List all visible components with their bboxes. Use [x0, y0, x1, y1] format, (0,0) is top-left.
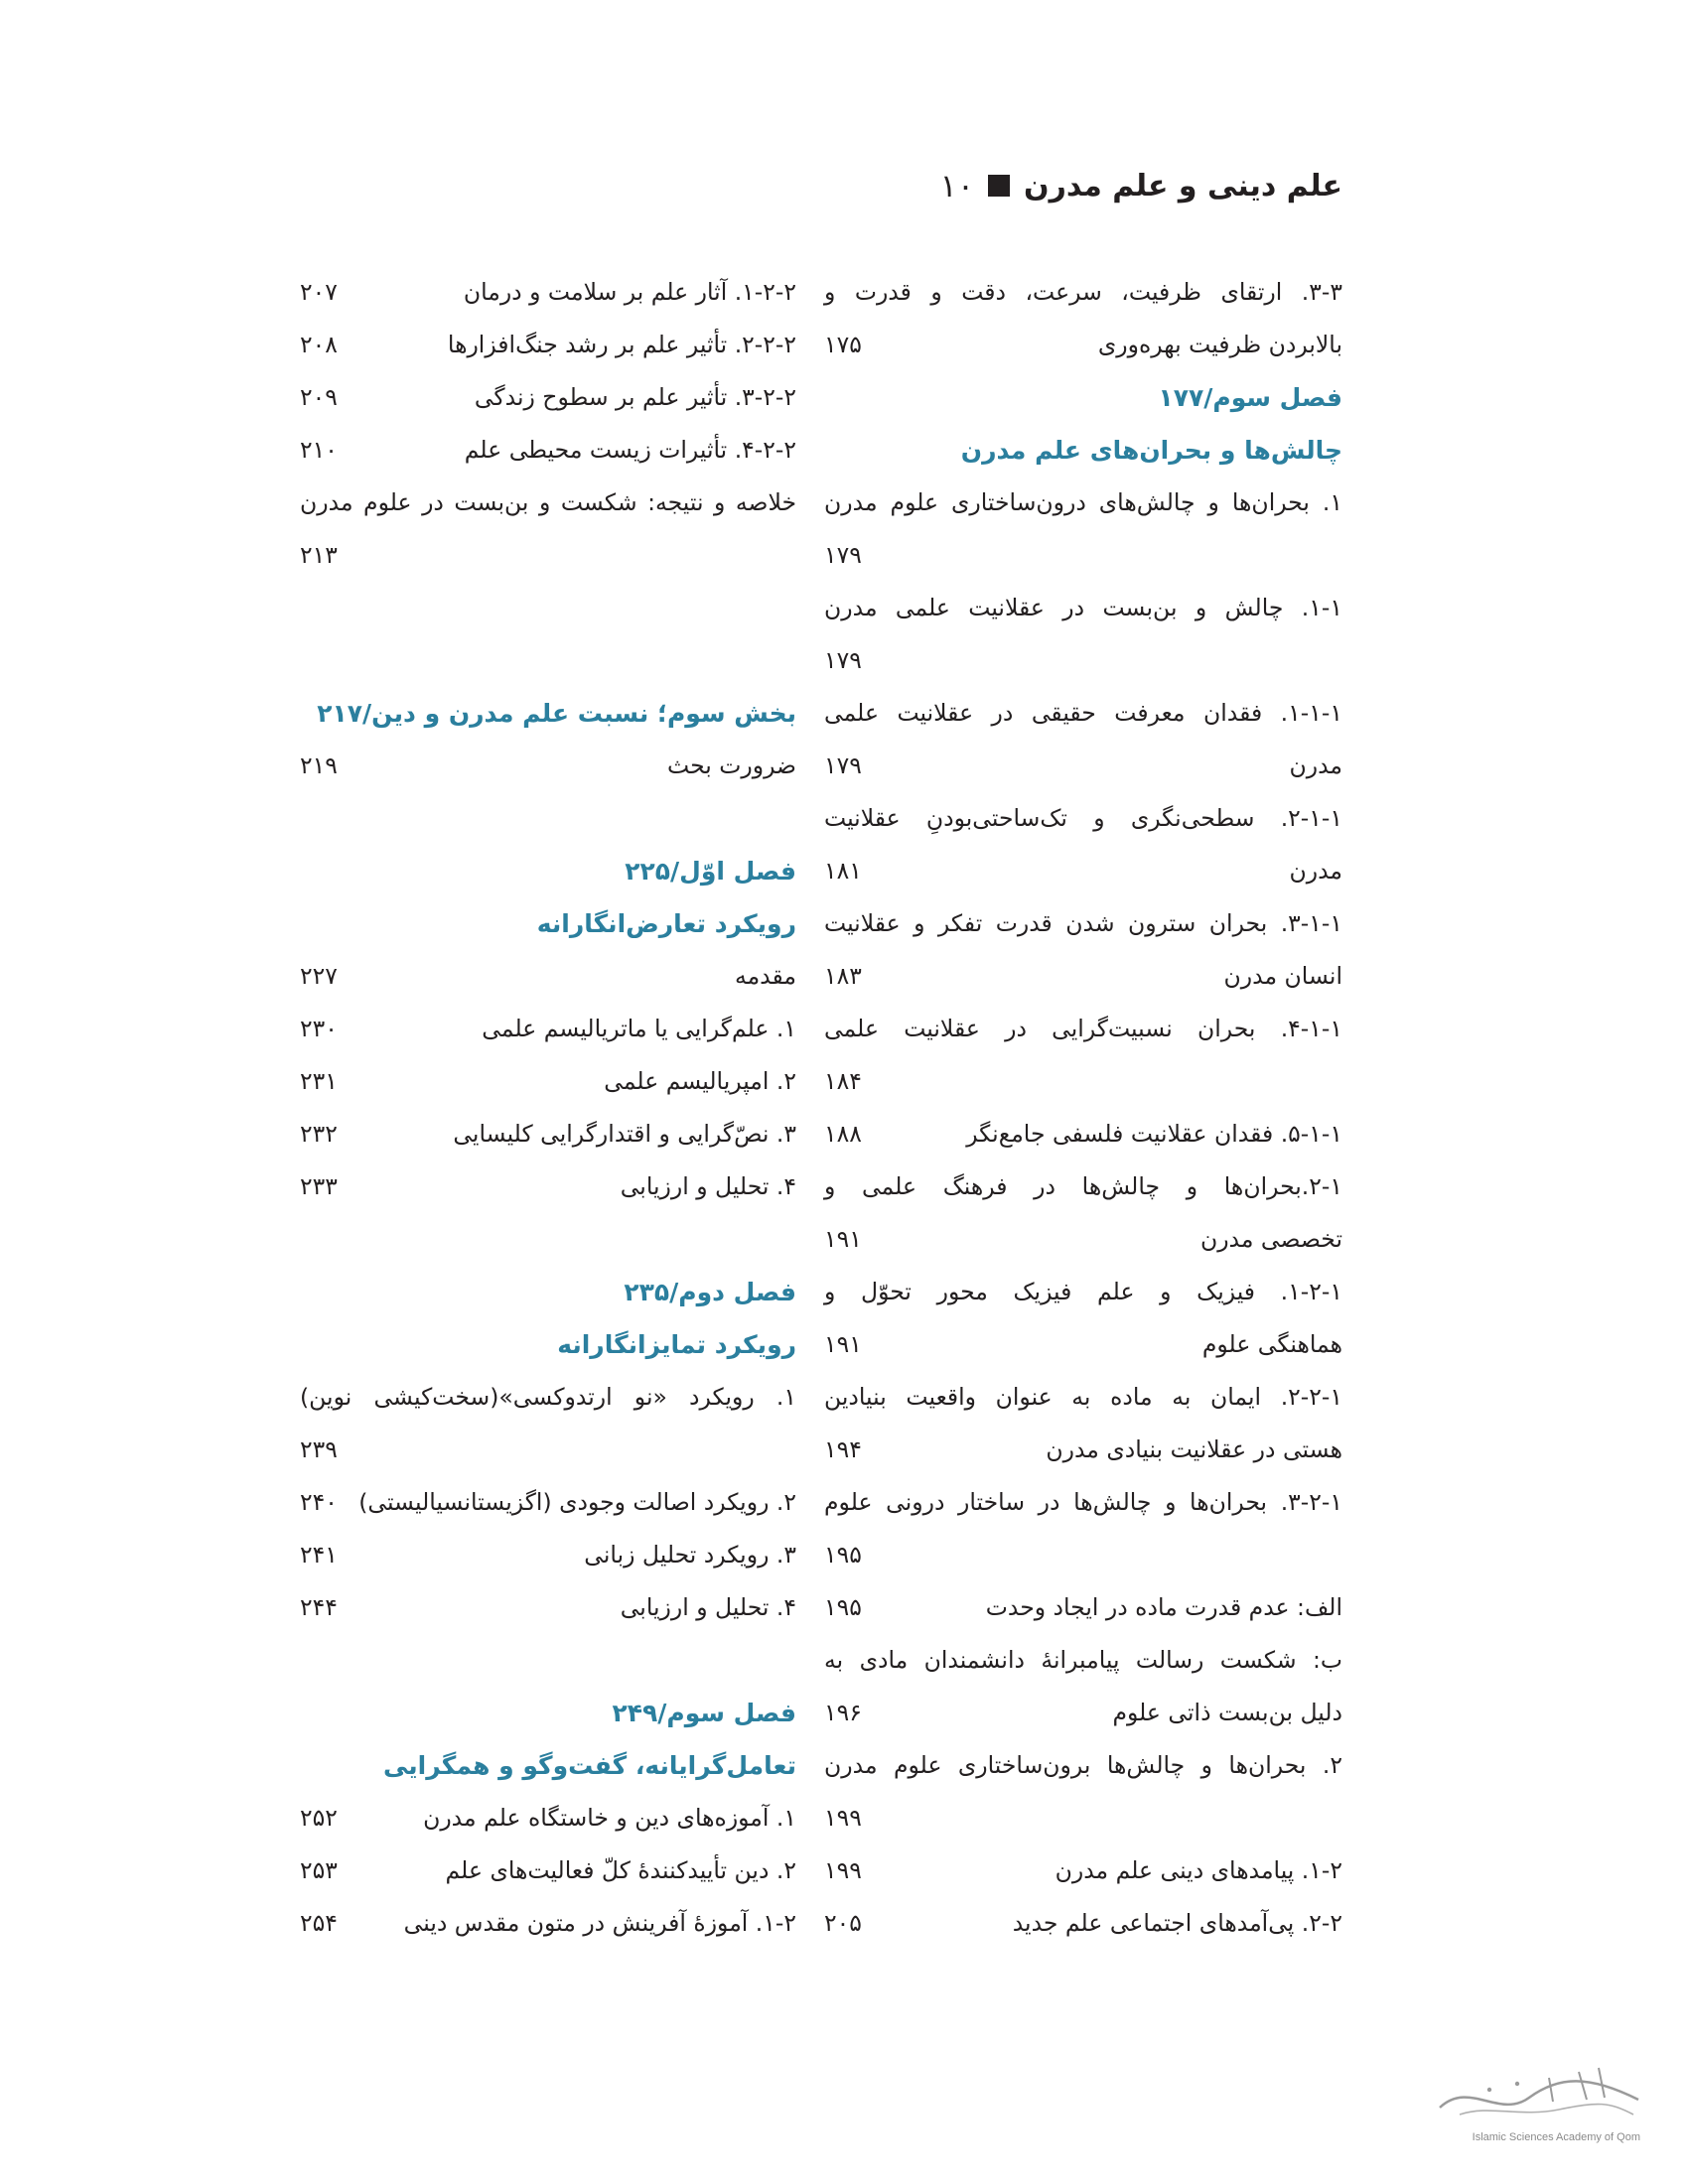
toc-entry: [824, 792, 1342, 845]
toc-entry-title: ۳. رویکرد تحلیل زبانی: [584, 1541, 796, 1569]
toc-entry: [824, 687, 1342, 740]
toc-heading: [824, 371, 1342, 424]
toc-entry: [824, 1897, 1342, 1950]
toc-entry: [300, 371, 796, 424]
book-title: علم دینی و علم مدرن: [1024, 168, 1342, 204]
toc-entry-title: چالش‌ها و بحران‌های علم مدرن: [960, 436, 1342, 465]
toc-heading: [300, 1318, 796, 1371]
toc-page-number: ۱۸۸: [824, 1120, 862, 1148]
toc-entry-title: ۱-۲. آموزۀ آفرینش در متون مقدس دینی: [403, 1909, 796, 1937]
toc-entry-title: الف: عدم قدرت ماده در ایجاد وحدت: [985, 1593, 1342, 1621]
toc-page-number: ۱۹۹: [824, 1856, 862, 1884]
toc-entry-title: ۱. علم‌گرایی یا ماتریالیسم علمی: [482, 1015, 796, 1042]
toc-page-number: ۱۷۹: [824, 646, 862, 674]
toc-entry-title: ضرورت بحث: [667, 751, 796, 779]
toc-entry-title: ۱-۱. چالش و بن‌بست در عقلانیت علمی مدرن: [824, 594, 1342, 621]
toc-entry-title: ۱-۲-۱. فیزیک و علم فیزیک محور تحوّل و: [824, 1278, 1342, 1305]
toc-entry-title: مدرن: [1289, 751, 1342, 779]
toc-entry-title: ۲. رویکرد اصالت وجودی (اگزیستانسیالیستی): [358, 1488, 796, 1516]
toc-page-number: ۲۳۲: [300, 1120, 338, 1148]
toc-entry-title: ۳. نصّ‌گرایی و اقتدارگرایی کلیسایی: [453, 1120, 796, 1148]
toc-entry-title: ۴. تحلیل و ارزیابی: [620, 1593, 796, 1621]
toc-entry: [824, 634, 1342, 687]
toc-page-number: ۲۵۲: [300, 1804, 338, 1832]
toc-entry-title: ۵-۱-۱. فقدان عقلانیت فلسفی جامع‌نگر: [966, 1120, 1342, 1148]
toc-heading: [300, 687, 796, 740]
toc-entry-title: فصل اوّل/۲۲۵: [625, 857, 796, 886]
toc-entry: [824, 266, 1342, 319]
toc-page-number: ۱۷۹: [824, 541, 862, 569]
toc-entry-title: ۱-۲. پیامدهای دینی علم مدرن: [1055, 1856, 1342, 1884]
toc-heading: [300, 897, 796, 950]
toc-page-number: ۲۴۰: [300, 1488, 338, 1516]
toc-entry: [824, 1687, 1342, 1739]
toc-entry-title: ب: شکست رسالت پیامبرانۀ دانشمندان مادی به: [824, 1646, 1342, 1674]
toc-entry: [824, 1424, 1342, 1476]
toc-entry: [824, 1108, 1342, 1160]
toc-entry-title: ۴. تحلیل و ارزیابی: [620, 1172, 796, 1200]
toc-entry: [300, 1371, 796, 1424]
toc-entry: [824, 1266, 1342, 1318]
toc-entry: [824, 845, 1342, 897]
toc-entry: [824, 1213, 1342, 1266]
toc-page-number: ۲۰۷: [300, 278, 338, 306]
toc-heading: [300, 1687, 796, 1739]
toc-entry-title: خلاصه و نتیجه: شکست و بن‌بست در علوم مدرن: [300, 488, 796, 516]
toc-entry-title: تخصصی مدرن: [1199, 1225, 1342, 1253]
toc-entry: [824, 1581, 1342, 1634]
toc-entry: [824, 1634, 1342, 1687]
toc-page-number: ۱۸۱: [824, 857, 862, 885]
toc-entry-title: ۴-۲-۲. تأثیرات زیست محیطی علم: [464, 436, 796, 464]
toc-page-number: ۲۱۹: [300, 751, 338, 779]
toc-entry: [300, 1897, 796, 1950]
toc-entry: [300, 950, 796, 1003]
toc-entry-title: ۱. رویکرد «نو ارتدوکسی»(سخت‌کیشی نوین): [300, 1383, 796, 1411]
toc-page-number: ۱۹۱: [824, 1330, 862, 1358]
toc-entry-title: رویکرد تمایزانگارانه: [557, 1330, 796, 1359]
toc-page-number: ۱۷۵: [824, 331, 862, 358]
toc-entry: [824, 1739, 1342, 1792]
toc-entry-title: ۱. آموزه‌های دین و خاستگاه علم مدرن: [423, 1804, 796, 1832]
toc-entry-title: بخش سوم؛ نسبت علم مدرن و دین/۲۱۷: [317, 699, 796, 728]
toc-page-number: ۲۳۰: [300, 1015, 338, 1042]
toc-page-number: ۱۹۴: [824, 1435, 862, 1463]
toc-page-number: ۲۵۴: [300, 1909, 338, 1937]
toc-entry-title: رویکرد تعارض‌انگارانه: [536, 909, 796, 938]
toc-entry-title: هماهنگی علوم: [1201, 1330, 1342, 1358]
toc-page-number: ۲۰۹: [300, 383, 338, 411]
toc-entry: [300, 1424, 796, 1476]
toc-entry: [824, 740, 1342, 792]
toc-entry-title: ۱-۲-۲. آثار علم بر سلامت و درمان: [463, 278, 796, 306]
toc-entry: [824, 1529, 1342, 1581]
toc-entry: [300, 1055, 796, 1108]
toc-entry-title: ۲-۱-۱. سطحی‌نگری و تک‌ساحتی‌بودنِ عقلانیت: [824, 804, 1342, 832]
toc-entry: [824, 477, 1342, 529]
toc-page-number: ۱۹۶: [824, 1699, 862, 1726]
toc-entry-title: فصل سوم/۲۴۹: [612, 1699, 796, 1727]
toc-entry: [300, 1003, 796, 1055]
toc-entry: [300, 1844, 796, 1897]
toc-entry-title: انسان مدرن: [1223, 962, 1342, 990]
toc-heading: [300, 1266, 796, 1318]
toc-heading: [300, 1739, 796, 1792]
toc-spacer: [300, 1634, 796, 1687]
toc-page-number: ۲۵۳: [300, 1856, 338, 1884]
toc-page-number: ۲۱۳: [300, 541, 338, 569]
toc-entry-title: ۲-۲. پی‌آمدهای اجتماعی علم جدید: [1012, 1909, 1342, 1937]
toc-entry-title: ۳-۲-۱. بحران‌ها و چالش‌ها در ساختار درونی علوم: [824, 1488, 1342, 1516]
toc-entry-title: ۱. بحران‌ها و چالش‌های درون‌ساختاری علوم مدرن: [824, 488, 1342, 516]
toc-page-number: ۲۲۷: [300, 962, 338, 990]
toc-column-right: [824, 266, 1342, 1950]
toc-page-number: ۱۹۱: [824, 1225, 862, 1253]
toc-entry-title: ۲. امپریالیسم علمی: [604, 1067, 796, 1095]
toc-entry: [300, 266, 796, 319]
toc-entry: [824, 1003, 1342, 1055]
toc-entry: [824, 319, 1342, 371]
toc-entry-title: ۱-۱-۱. فقدان معرفت حقیقی در عقلانیت علمی: [824, 699, 1342, 727]
toc-page-number: ۱۹۹: [824, 1804, 862, 1832]
toc-entry: [824, 1160, 1342, 1213]
toc-entry-title: ۴-۱-۱. بحران نسبیت‌گرایی در عقلانیت علمی: [824, 1015, 1342, 1042]
academy-logo-watermark: [1430, 2060, 1648, 2154]
square-separator-icon: [988, 175, 1010, 197]
toc-entry-title: ۲-۲-۱. ایمان به ماده به عنوان واقعیت بنیادین: [824, 1383, 1342, 1411]
toc-entry-title: مقدمه: [735, 962, 796, 990]
toc-entry-title: ۳-۱-۱. بحران سترون شدن قدرت تفکر و عقلانیت: [824, 909, 1342, 937]
toc-entry: [300, 1108, 796, 1160]
toc-page-number: ۲۰۵: [824, 1909, 862, 1937]
toc-entry: [300, 477, 796, 529]
toc-entry-title: تعامل‌گرایانه، گفت‌وگو و همگرایی: [383, 1751, 796, 1780]
toc-entry: [300, 424, 796, 477]
toc-entry-title: مدرن: [1289, 857, 1342, 885]
toc-entry-title: ۲. بحران‌ها و چالش‌ها برون‌ساختاری علوم مدرن: [824, 1751, 1342, 1779]
toc-entry-title: ۳-۲-۲. تأثیر علم بر سطوح زندگی: [474, 383, 796, 411]
toc-spacer: [300, 582, 796, 634]
toc-entry: [824, 1476, 1342, 1529]
toc-entry-title: بالابردن ظرفیت بهره‌وری: [1097, 331, 1342, 358]
toc-spacer: [300, 1213, 796, 1266]
page-number: ۱۰: [939, 167, 974, 205]
toc-entry: [824, 897, 1342, 950]
toc-entry: [300, 1581, 796, 1634]
toc-entry: [300, 1529, 796, 1581]
toc-entry: [300, 319, 796, 371]
toc-entry: [300, 1792, 796, 1844]
academy-logo-icon: [1430, 2060, 1648, 2129]
toc-spacer: [300, 634, 796, 687]
toc-entry: [824, 1371, 1342, 1424]
toc-spacer: [300, 792, 796, 845]
toc-entry: [300, 1160, 796, 1213]
toc-entry: [300, 740, 796, 792]
toc-entry-title: دلیل بن‌بست ذاتی علوم: [1112, 1699, 1342, 1726]
toc-column-left: [300, 266, 796, 1950]
toc-entry: [824, 1055, 1342, 1108]
toc-entry-title: ۲. دین تأییدکنندۀ کلّ فعالیت‌های علم: [445, 1856, 796, 1884]
toc-page-number: ۲۴۴: [300, 1593, 338, 1621]
toc-heading: [824, 424, 1342, 477]
toc-page-number: ۲۱۰: [300, 436, 338, 464]
toc-entry: [824, 1792, 1342, 1844]
toc-page-number: ۱۷۹: [824, 751, 862, 779]
toc-page-number: ۱۸۴: [824, 1067, 862, 1095]
toc-page-number: ۲۰۸: [300, 331, 338, 358]
running-header: [940, 167, 1342, 205]
toc-page-number: ۱۸۳: [824, 962, 862, 990]
toc-entry: [824, 1318, 1342, 1371]
toc-entry-title: ۲-۲-۲. تأثیر علم بر رشد جنگ‌افزارها: [447, 331, 796, 358]
toc-entry-title: فصل سوم/۱۷۷: [1158, 383, 1342, 412]
toc-page-number: ۱۹۵: [824, 1593, 862, 1621]
toc-page-number: ۲۳۹: [300, 1435, 338, 1463]
toc-entry: [824, 529, 1342, 582]
toc-entry-title: هستی در عقلانیت بنیادی مدرن: [1046, 1435, 1342, 1463]
toc-page-number: ۱۹۵: [824, 1541, 862, 1569]
toc-entry-title: فصل دوم/۲۳۵: [624, 1278, 796, 1306]
toc-entry: [824, 582, 1342, 634]
toc-page-number: ۲۴۱: [300, 1541, 338, 1569]
toc-entry-title: ۳-۳. ارتقای ظرفیت، سرعت، دقت و قدرت و: [824, 278, 1342, 306]
toc-entry: [824, 1844, 1342, 1897]
toc-entry: [300, 1476, 796, 1529]
toc-entry: [300, 529, 796, 582]
academy-caption: Islamic Sciences Academy of Qom: [1472, 2131, 1640, 2143]
toc-entry-title: ۲-۱.بحران‌ها و چالش‌ها در فرهنگ علمی و: [824, 1172, 1342, 1200]
toc-entry: [824, 950, 1342, 1003]
toc-heading: [300, 845, 796, 897]
toc-page-number: ۲۳۱: [300, 1067, 338, 1095]
toc-page-number: ۲۳۳: [300, 1172, 338, 1200]
